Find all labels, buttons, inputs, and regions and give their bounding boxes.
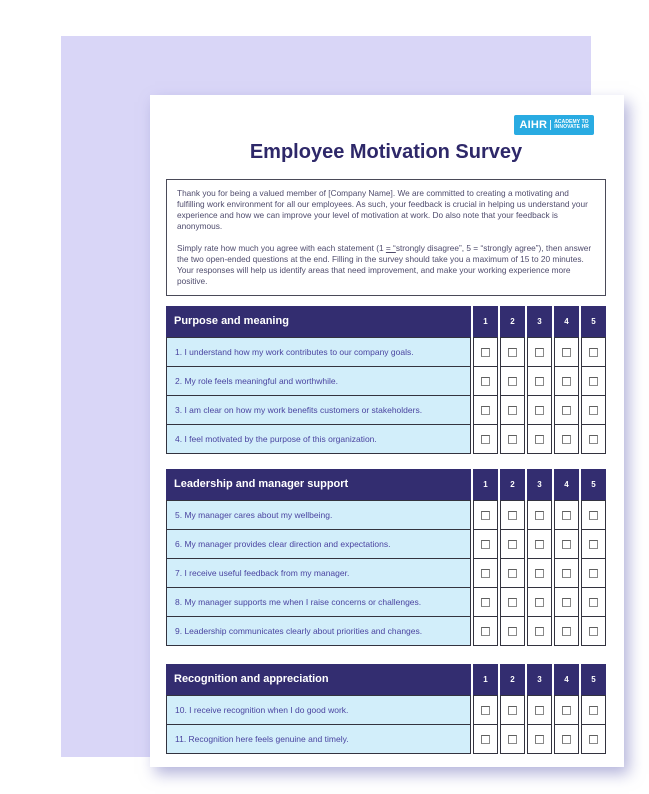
- statement-text: 8. My manager supports me when I raise concerns or challenges.: [166, 587, 471, 617]
- rating-cell[interactable]: [581, 724, 606, 754]
- rating-cell[interactable]: [581, 616, 606, 646]
- checkbox-icon[interactable]: [508, 598, 517, 607]
- aihr-logo: [514, 115, 594, 135]
- survey-row: [166, 529, 606, 559]
- checkbox-icon[interactable]: [589, 569, 598, 578]
- survey-row: [166, 616, 606, 646]
- checkbox-icon[interactable]: [589, 540, 598, 549]
- statement-text: 6. My manager provides clear direction and expectations.: [166, 529, 471, 559]
- rating-cell[interactable]: [500, 724, 525, 754]
- rating-cell[interactable]: [527, 529, 552, 559]
- survey-section: [166, 306, 606, 454]
- rating-cell[interactable]: [527, 724, 552, 754]
- survey-row: [166, 587, 606, 617]
- checkbox-icon[interactable]: [481, 735, 490, 744]
- survey-section: [166, 664, 606, 754]
- rating-cell[interactable]: [473, 587, 498, 617]
- checkbox-icon[interactable]: [562, 735, 571, 744]
- checkbox-icon[interactable]: [508, 348, 517, 357]
- rating-cell[interactable]: [473, 616, 498, 646]
- rating-cell[interactable]: [473, 695, 498, 725]
- rating-cell[interactable]: [581, 587, 606, 617]
- rating-cell[interactable]: [500, 695, 525, 725]
- rating-cell[interactable]: [473, 337, 498, 367]
- checkbox-icon[interactable]: [508, 406, 517, 415]
- rating-scale-header: 4: [554, 306, 579, 337]
- section-title: Leadership and manager support: [166, 469, 471, 500]
- checkbox-icon[interactable]: [481, 706, 490, 715]
- checkbox-icon[interactable]: [481, 435, 490, 444]
- rating-scale-header: 5: [581, 469, 606, 500]
- survey-row: [166, 424, 606, 454]
- checkbox-icon[interactable]: [481, 627, 490, 636]
- rating-cell[interactable]: [554, 500, 579, 530]
- checkbox-icon[interactable]: [481, 348, 490, 357]
- checkbox-icon[interactable]: [508, 706, 517, 715]
- checkbox-icon[interactable]: [508, 511, 517, 520]
- checkbox-icon[interactable]: [562, 627, 571, 636]
- rating-scale-header: 2: [500, 664, 525, 695]
- section-header-row: [166, 306, 606, 337]
- checkbox-icon[interactable]: [562, 569, 571, 578]
- checkbox-icon[interactable]: [562, 406, 571, 415]
- intro-text-box: [166, 179, 606, 296]
- rating-cell[interactable]: [527, 558, 552, 588]
- rating-cell[interactable]: [581, 695, 606, 725]
- lavender-backdrop-panel: [61, 36, 596, 757]
- checkbox-icon[interactable]: [508, 435, 517, 444]
- section-title: Purpose and meaning: [166, 306, 471, 337]
- survey-row: [166, 395, 606, 425]
- aihr-logo-tagline: ACADEMY TO INNOVATE HR: [554, 119, 589, 130]
- checkbox-icon[interactable]: [535, 735, 544, 744]
- statement-text: 5. My manager cares about my wellbeing.: [166, 500, 471, 530]
- checkbox-icon[interactable]: [481, 598, 490, 607]
- rating-cell[interactable]: [500, 500, 525, 530]
- statement-text: 7. I receive useful feedback from my manager.: [166, 558, 471, 588]
- rating-scale-header: 3: [527, 469, 552, 500]
- aihr-logo-text: AIHR: [519, 119, 548, 131]
- checkbox-icon[interactable]: [508, 540, 517, 549]
- intro-paragraph-1: Thank you for being a valued member of [Company Name]. We are committed to creating a motivating and fulfilling work environment for all our employees. As such, your feedback is crucial in helping us understand your experience and how we can improve your level of motivation at work. Do also note that your feedback is anonymous.: [177, 188, 588, 231]
- section-header-row: [166, 469, 606, 500]
- rating-cell[interactable]: [500, 558, 525, 588]
- checkbox-icon[interactable]: [535, 406, 544, 415]
- statement-text: 9. Leadership communicates clearly about priorities and changes.: [166, 616, 471, 646]
- checkbox-icon[interactable]: [535, 348, 544, 357]
- checkbox-icon[interactable]: [589, 706, 598, 715]
- checkbox-icon[interactable]: [589, 627, 598, 636]
- page-title: Employee Motivation Survey: [249, 141, 523, 163]
- rating-cell[interactable]: [527, 366, 552, 396]
- rating-cell[interactable]: [473, 558, 498, 588]
- rating-cell[interactable]: [554, 724, 579, 754]
- rating-cell[interactable]: [473, 424, 498, 454]
- rating-cell[interactable]: [554, 395, 579, 425]
- survey-document-page: [150, 95, 624, 767]
- checkbox-icon[interactable]: [535, 598, 544, 607]
- checkbox-icon[interactable]: [589, 511, 598, 520]
- checkbox-icon[interactable]: [535, 569, 544, 578]
- rating-cell[interactable]: [500, 587, 525, 617]
- checkbox-icon[interactable]: [535, 435, 544, 444]
- rating-cell[interactable]: [527, 695, 552, 725]
- rating-cell[interactable]: [554, 366, 579, 396]
- rating-cell[interactable]: [473, 724, 498, 754]
- rating-scale-header: 3: [527, 306, 552, 337]
- checkbox-icon[interactable]: [508, 627, 517, 636]
- rating-cell[interactable]: [581, 366, 606, 396]
- rating-cell[interactable]: [581, 500, 606, 530]
- checkbox-icon[interactable]: [481, 511, 490, 520]
- rating-cell[interactable]: [554, 695, 579, 725]
- rating-cell[interactable]: [500, 424, 525, 454]
- checkbox-icon[interactable]: [508, 377, 517, 386]
- survey-section: [166, 469, 606, 646]
- checkbox-icon[interactable]: [562, 598, 571, 607]
- rating-scale-header: 4: [554, 469, 579, 500]
- rating-cell[interactable]: [554, 616, 579, 646]
- rating-scale-header: 2: [500, 306, 525, 337]
- rating-cell[interactable]: [554, 424, 579, 454]
- statement-text: 11. Recognition here feels genuine and timely.: [166, 724, 471, 754]
- statement-text: 2. My role feels meaningful and worthwhile.: [166, 366, 471, 396]
- rating-scale-header: 2: [500, 469, 525, 500]
- checkbox-icon[interactable]: [589, 435, 598, 444]
- checkbox-icon[interactable]: [535, 706, 544, 715]
- rating-cell[interactable]: [581, 395, 606, 425]
- rating-cell[interactable]: [527, 337, 552, 367]
- checkbox-icon[interactable]: [562, 706, 571, 715]
- checkbox-icon[interactable]: [481, 377, 490, 386]
- logo-divider: [550, 120, 551, 130]
- rating-cell[interactable]: [554, 529, 579, 559]
- survey-row: [166, 500, 606, 530]
- rating-scale-header: 3: [527, 664, 552, 695]
- section-header-row: [166, 664, 606, 695]
- rating-scale-header: 5: [581, 306, 606, 337]
- rating-scale-header: 1: [473, 664, 498, 695]
- intro-paragraph-2: Simply rate how much you agree with each statement (1 = “strongly disagree”, 5 = “strongly agree”), then answer the two open-ended questions at the end. Filling in the survey should take you a maximum of 15 to 20 minutes. Your responses will help us identify areas that need improvement, and make your working experience more positive.: [177, 243, 592, 286]
- rating-cell[interactable]: [581, 424, 606, 454]
- rating-scale-header: 1: [473, 469, 498, 500]
- checkbox-icon[interactable]: [535, 540, 544, 549]
- rating-cell[interactable]: [554, 587, 579, 617]
- checkbox-icon[interactable]: [481, 540, 490, 549]
- checkbox-icon[interactable]: [481, 569, 490, 578]
- rating-cell[interactable]: [527, 587, 552, 617]
- rating-cell[interactable]: [473, 500, 498, 530]
- checkbox-icon[interactable]: [589, 735, 598, 744]
- checkbox-icon[interactable]: [562, 377, 571, 386]
- rating-cell[interactable]: [473, 395, 498, 425]
- survey-row: [166, 558, 606, 588]
- checkbox-icon[interactable]: [535, 511, 544, 520]
- rating-cell[interactable]: [500, 616, 525, 646]
- checkbox-icon[interactable]: [562, 540, 571, 549]
- section-title: Recognition and appreciation: [166, 664, 471, 695]
- checkbox-icon[interactable]: [589, 598, 598, 607]
- rating-cell[interactable]: [527, 616, 552, 646]
- statement-text: 1. I understand how my work contributes to our company goals.: [166, 337, 471, 367]
- rating-cell[interactable]: [581, 558, 606, 588]
- rating-scale-header: 4: [554, 664, 579, 695]
- checkbox-icon[interactable]: [589, 377, 598, 386]
- rating-cell[interactable]: [500, 337, 525, 367]
- survey-row: [166, 366, 606, 396]
- checkbox-icon[interactable]: [562, 348, 571, 357]
- checkbox-icon[interactable]: [535, 377, 544, 386]
- survey-row: [166, 695, 606, 725]
- survey-sections: [166, 306, 606, 754]
- checkbox-icon[interactable]: [589, 348, 598, 357]
- rating-cell[interactable]: [500, 529, 525, 559]
- rating-cell[interactable]: [473, 366, 498, 396]
- statement-text: 10. I receive recognition when I do good work.: [166, 695, 471, 725]
- checkbox-icon[interactable]: [535, 627, 544, 636]
- underlined-fragment: = “: [385, 243, 396, 253]
- statement-text: 3. I am clear on how my work benefits customers or stakeholders.: [166, 395, 471, 425]
- checkbox-icon[interactable]: [508, 735, 517, 744]
- survey-row: [166, 724, 606, 754]
- checkbox-icon[interactable]: [562, 511, 571, 520]
- rating-cell[interactable]: [500, 366, 525, 396]
- rating-cell[interactable]: [581, 529, 606, 559]
- checkbox-icon[interactable]: [481, 406, 490, 415]
- checkbox-icon[interactable]: [508, 569, 517, 578]
- rating-cell[interactable]: [527, 395, 552, 425]
- rating-scale-header: 5: [581, 664, 606, 695]
- statement-text: 4. I feel motivated by the purpose of this organization.: [166, 424, 471, 454]
- rating-cell[interactable]: [527, 424, 552, 454]
- checkbox-icon[interactable]: [589, 406, 598, 415]
- rating-cell[interactable]: [554, 337, 579, 367]
- rating-cell[interactable]: [554, 558, 579, 588]
- rating-scale-header: 1: [473, 306, 498, 337]
- rating-cell[interactable]: [500, 395, 525, 425]
- rating-cell[interactable]: [473, 529, 498, 559]
- rating-cell[interactable]: [527, 500, 552, 530]
- checkbox-icon[interactable]: [562, 435, 571, 444]
- rating-cell[interactable]: [581, 337, 606, 367]
- survey-row: [166, 337, 606, 367]
